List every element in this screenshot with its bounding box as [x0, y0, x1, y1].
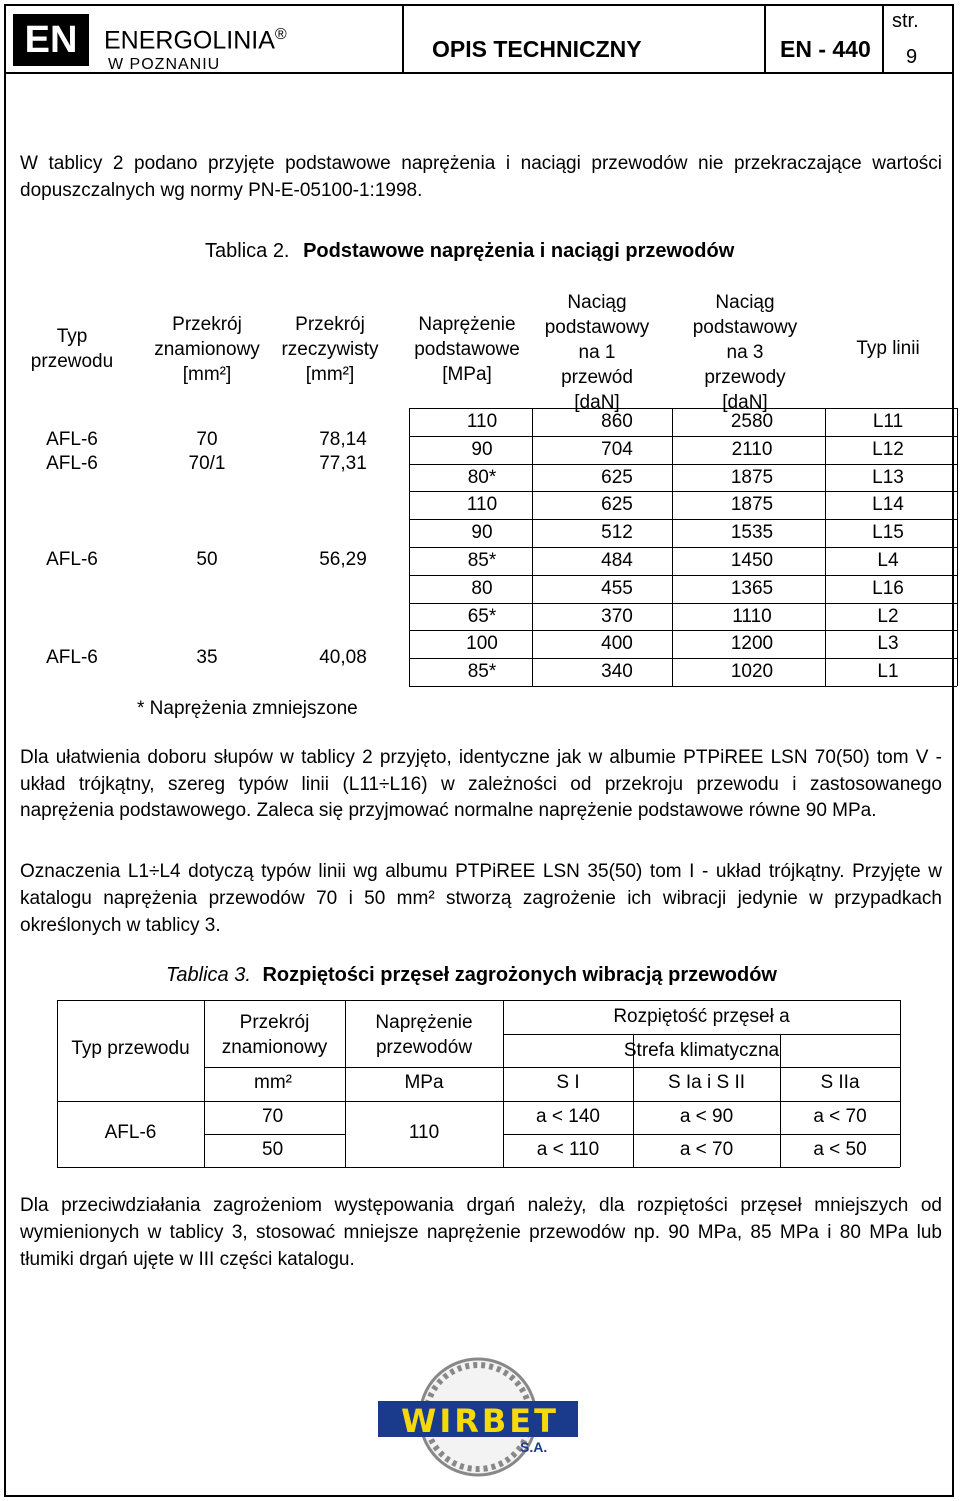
- table2-row-line: [409, 408, 957, 409]
- table2-caption-title: Podstawowe naprężenia i naciągi przewodów: [303, 240, 735, 262]
- table3-row-line: [503, 1134, 900, 1135]
- table3-caption: [166, 964, 777, 987]
- table2-caption: [205, 240, 734, 263]
- table2-header-0: Typ przewodu: [30, 326, 114, 372]
- table2-row-line: [409, 547, 957, 548]
- table2-row-line: [409, 436, 957, 437]
- paragraph-designations: Oznaczenia L1÷L4 dotyczą typów linii wg albumu PTPiREE LSN 35(50) tom I - układ trójkątny. Przyjęte w katalogu naprężenia przewodów 70 i 50 mm² stworzą zagrożenie ich wibracji jedynie w przypadkach określonych w tablicy 3.: [20, 861, 942, 936]
- intro-paragraph: W tablicy 2 podano przyjęte podstawowe naprężenia i naciągi przewodów nie przekraczające wartości dopuszczalnych wg normy PN-E-05100-1:1998.: [20, 153, 942, 201]
- table3-header-type: Typ przewodu: [71, 1038, 190, 1059]
- en-logo: EN: [13, 14, 89, 66]
- paragraph-countermeasures: Dla przeciwdziałania zagrożeniom występowania drgań należy, dla rozpiętości przęseł mniejszych od wymienionych w tablicy 3, stosować mniejsze naprężenie przewodów np. 90 MPa, 85 MPa i 80 MPa lub tłumiki drgań ujęte w III części katalogu.: [20, 1195, 942, 1270]
- brand-subtitle: W POZNANIU: [108, 56, 221, 73]
- table2-cell: 1200: [730, 633, 774, 655]
- table2-group-type: AFL-6: [46, 549, 98, 570]
- table2-cell: 340: [601, 661, 633, 683]
- table2-group-type: AFL-6 AFL-6: [46, 429, 98, 474]
- table2-header-4: Naciąg podstawowy na 1 przewód [daN]: [544, 292, 650, 413]
- table2-row-line: [409, 630, 957, 631]
- table3-span-siai: a < 70: [679, 1139, 734, 1160]
- wirbet-logo: [370, 1355, 590, 1490]
- table2-cell: L12: [872, 438, 904, 460]
- table2-cell: 100: [466, 633, 498, 655]
- table3-section: 70: [262, 1106, 284, 1127]
- table2-cell: 1875: [730, 466, 774, 488]
- table2-cell: 110: [466, 411, 498, 432]
- table3-type: AFL-6: [104, 1122, 157, 1143]
- table3-unit: MPa: [404, 1072, 444, 1093]
- table2-col-line: [672, 408, 673, 686]
- table2-cell: 484: [601, 550, 633, 571]
- registered-mark: ®: [274, 26, 287, 43]
- table2-caption-label: Tablica 2.: [205, 240, 290, 262]
- table2-header-3: Naprężenie podstawowe [MPa]: [414, 314, 520, 385]
- table2-cell: 2110: [731, 438, 773, 460]
- table3-header-stress: Naprężenie przewodów: [375, 1012, 473, 1058]
- table2-cell: 110: [466, 494, 498, 516]
- table3-span-siia: a < 70: [813, 1106, 867, 1127]
- table3-span-siai: a < 90: [679, 1106, 734, 1127]
- table2-cell: L1: [877, 661, 899, 683]
- table2-row-line: [409, 519, 957, 520]
- table2-cell: 1450: [730, 550, 774, 571]
- table2-cell: 80: [471, 577, 493, 599]
- table2-cell: L11: [872, 411, 904, 432]
- table2-cell: L13: [872, 466, 904, 488]
- table2-group-nominal: 35: [196, 647, 218, 668]
- table2-group-nominal: 70 70/1: [188, 429, 226, 474]
- table2-group-actual: 56,29: [319, 549, 367, 570]
- table3-unit: S I: [556, 1072, 580, 1093]
- table3-section: 50: [262, 1139, 284, 1160]
- table3-row-line: [57, 1167, 900, 1168]
- wirbet-logo-text: WIRBET: [401, 1402, 559, 1440]
- table3-row-line: [57, 1101, 900, 1102]
- table2-cell: 370: [601, 605, 633, 627]
- table3-row-line: [204, 1067, 900, 1068]
- table2-cell: 1535: [730, 522, 774, 544]
- table2-cell: 512: [601, 522, 633, 544]
- table2-cell: L2: [877, 605, 899, 627]
- table2-cell: 80*: [467, 466, 497, 488]
- table2-row-line: [409, 603, 957, 604]
- table2-group-actual: 78,14 77,31: [319, 429, 367, 474]
- table2-col-line: [957, 408, 958, 686]
- table3-header-zone: Strefa klimatyczna: [623, 1040, 780, 1061]
- brand-text: ENERGOLINIA: [104, 26, 275, 55]
- table2-header-2: Przekrój rzeczywisty [mm²]: [281, 314, 379, 385]
- table2-cell: 625: [601, 494, 633, 516]
- table2-cell: 90: [471, 522, 493, 544]
- table2-cell: L16: [872, 577, 904, 599]
- table2-cell: 85*: [467, 661, 497, 683]
- table2-cell: 1365: [730, 577, 774, 599]
- table2-cell: 1110: [732, 605, 772, 627]
- table2-row-line: [409, 491, 957, 492]
- table2-cell: L4: [877, 550, 899, 571]
- table2-group-type: AFL-6: [46, 647, 98, 668]
- table3-unit: S IIa: [820, 1072, 860, 1093]
- table2-cell: 704: [601, 438, 633, 460]
- page-label: str.: [892, 10, 919, 32]
- table3-span-siia: a < 50: [813, 1139, 867, 1160]
- table3-stress: 110: [408, 1122, 440, 1143]
- table2-cell: L14: [872, 494, 904, 516]
- table2-cell: L15: [872, 522, 904, 544]
- document-code: EN - 440: [780, 36, 871, 62]
- table2-group-nominal: 50: [196, 549, 218, 570]
- table2-cell: 625: [601, 466, 633, 488]
- page-number: 9: [906, 46, 918, 68]
- table2-col-line: [532, 408, 533, 686]
- table3-caption-label: Tablica 3.: [166, 964, 251, 986]
- table3-row-line: [57, 1000, 900, 1001]
- table2-row-line: [409, 575, 957, 576]
- table2-cell: 85*: [467, 550, 497, 571]
- brand-name: [104, 26, 287, 55]
- table3-span-si: a < 110: [536, 1139, 600, 1160]
- document-title: OPIS TECHNICZNY: [432, 36, 642, 62]
- table3-caption-title: Rozpiętości przęseł zagrożonych wibracją przewodów: [262, 964, 777, 986]
- table2-cell: L3: [877, 633, 899, 655]
- table2-footnote: * Naprężenia zmniejszone: [137, 698, 358, 719]
- table2-cell: 400: [601, 633, 633, 655]
- table2-header-1: Przekrój znamionowy [mm²]: [154, 314, 260, 385]
- table3-span-si: a < 140: [536, 1106, 600, 1127]
- table2-header-6: Typ linii: [856, 338, 920, 359]
- wirbet-logo-sub: S.A.: [520, 1439, 548, 1455]
- table2-cell: 90: [471, 438, 493, 460]
- table3-unit: mm²: [254, 1072, 292, 1093]
- table2-cell: 1020: [730, 661, 774, 683]
- table2-row-line: [409, 464, 957, 465]
- paragraph-series: Dla ułatwienia doboru słupów w tablicy 2 przyjęto, identyczne jak w albumie PTPiREE LSN 70(50) tom V - układ trójkątny, szereg typów linii (L11÷L16) w zależności od przekroju przewodu i zastosowanego naprężenia podstawowego. Zaleca się przyjmować normalne naprężenie podstawowe równe 90 MPa.: [20, 747, 942, 821]
- table3-unit: S Ia i S II: [667, 1072, 746, 1093]
- table2-row-line: [409, 686, 957, 687]
- table2-row-line: [409, 658, 957, 659]
- table2-group-actual: 40,08: [319, 647, 367, 668]
- table2-col-line: [825, 408, 826, 686]
- table2-header-5: Naciąg podstawowy na 3 przewody [daN]: [692, 292, 798, 413]
- table3-row-line: [204, 1134, 345, 1135]
- table2-col-line: [409, 408, 410, 686]
- table2-cell: 65*: [467, 605, 497, 627]
- table3-col-line: [900, 1000, 901, 1167]
- table2-cell: 2580: [730, 411, 774, 432]
- table3-header-span: Rozpiętość przęseł a: [613, 1006, 790, 1027]
- table2-cell: 1875: [730, 494, 774, 516]
- table2-cell: 455: [601, 577, 633, 599]
- table3-row-line: [503, 1034, 900, 1035]
- table2-cell: 860: [601, 411, 633, 432]
- table3-header-section: Przekrój znamionowy: [221, 1012, 328, 1058]
